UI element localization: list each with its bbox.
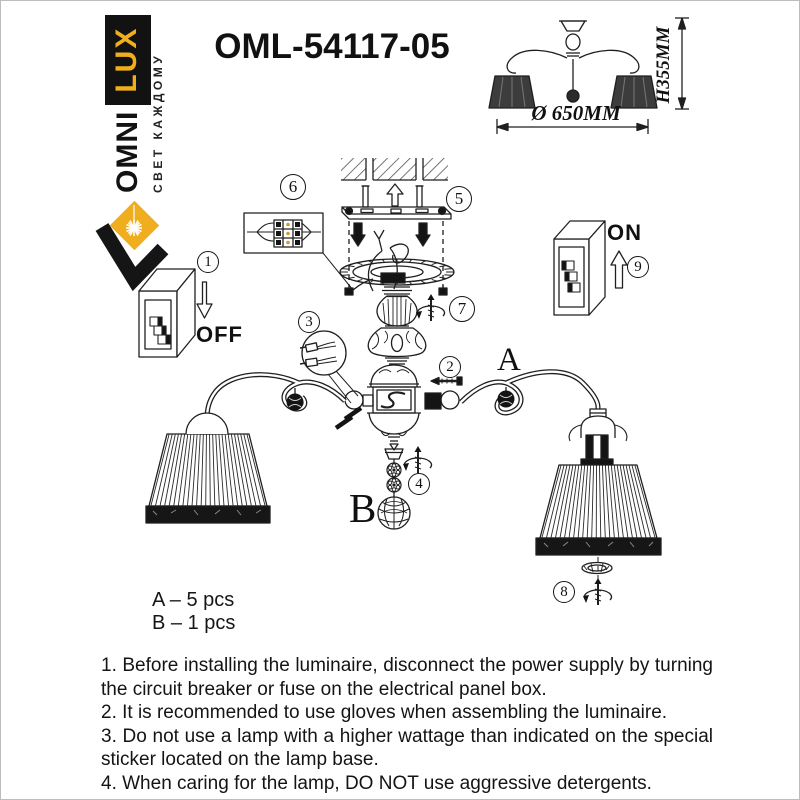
rotation-nut-7 (416, 294, 445, 321)
height-dimension-label: H355MM (653, 26, 674, 104)
screw-2 (431, 377, 462, 385)
part-a-label: A (497, 342, 521, 378)
step-badge-3: 3 (298, 311, 320, 333)
brand-tagline: СВЕТ КАЖДОМУ (151, 52, 165, 193)
logo-mark (102, 201, 163, 279)
step-badge-6: 6 (280, 174, 306, 200)
ceiling-hatch (341, 158, 448, 180)
column (368, 287, 426, 364)
step-badge-5: 5 (446, 186, 472, 212)
step-badge-1: 1 (197, 251, 219, 273)
central-hub (336, 365, 459, 450)
step-badge-7: 7 (449, 296, 475, 322)
left-arm (207, 375, 345, 426)
safety-instructions (101, 654, 713, 795)
left-shade (146, 413, 270, 523)
part-a-quantity: A – 5 pcs (152, 589, 235, 611)
part-b-quantity: B – 1 pcs (152, 612, 236, 634)
bottom-finial (378, 449, 410, 529)
brand-lux-text: LUX (105, 15, 151, 105)
brand-omni-text: OMNI (111, 110, 144, 193)
parts-legend (152, 589, 235, 635)
arrow-down-off-icon (197, 282, 212, 318)
instruction-line-4: 4. When caring for the lamp, DO NOT use aggressive detergents. (101, 772, 652, 794)
instruction-line-1: 1. Before installing the luminaire, disconnect the power supply by turning the circuit breaker or fuse on the electrical panel box. (101, 655, 713, 700)
on-label: ON (607, 220, 642, 245)
step-badge-2: 2 (439, 356, 461, 378)
mounting-bracket (342, 186, 451, 287)
diameter-dimension-label: Ø 650MM (531, 101, 621, 125)
step-badge-8: 8 (553, 581, 575, 603)
page-title: OML-54117-05 (214, 27, 450, 66)
instruction-line-2: 2. It is recommended to use gloves when assembling the luminaire. (101, 702, 668, 723)
terminal-screws (286, 223, 290, 245)
rotation-nut-4 (403, 446, 432, 473)
wire-connector-callout (244, 213, 353, 290)
rotation-nut-8 (583, 578, 612, 605)
part-b-label: B (349, 485, 377, 531)
step-badge-4: 4 (408, 473, 430, 495)
off-label: OFF (196, 322, 243, 347)
step-badge-9: 9 (627, 256, 649, 278)
arrow-up-install-icon (387, 184, 403, 206)
right-arm (461, 372, 598, 416)
brand-logo (105, 13, 151, 193)
spec-mini-chandelier (489, 21, 657, 108)
arrow-up-on-icon (611, 251, 627, 288)
instruction-line-3: 3. Do not use a lamp with a higher wattage than indicated on the special sticker located on the lamp base. (101, 725, 713, 770)
